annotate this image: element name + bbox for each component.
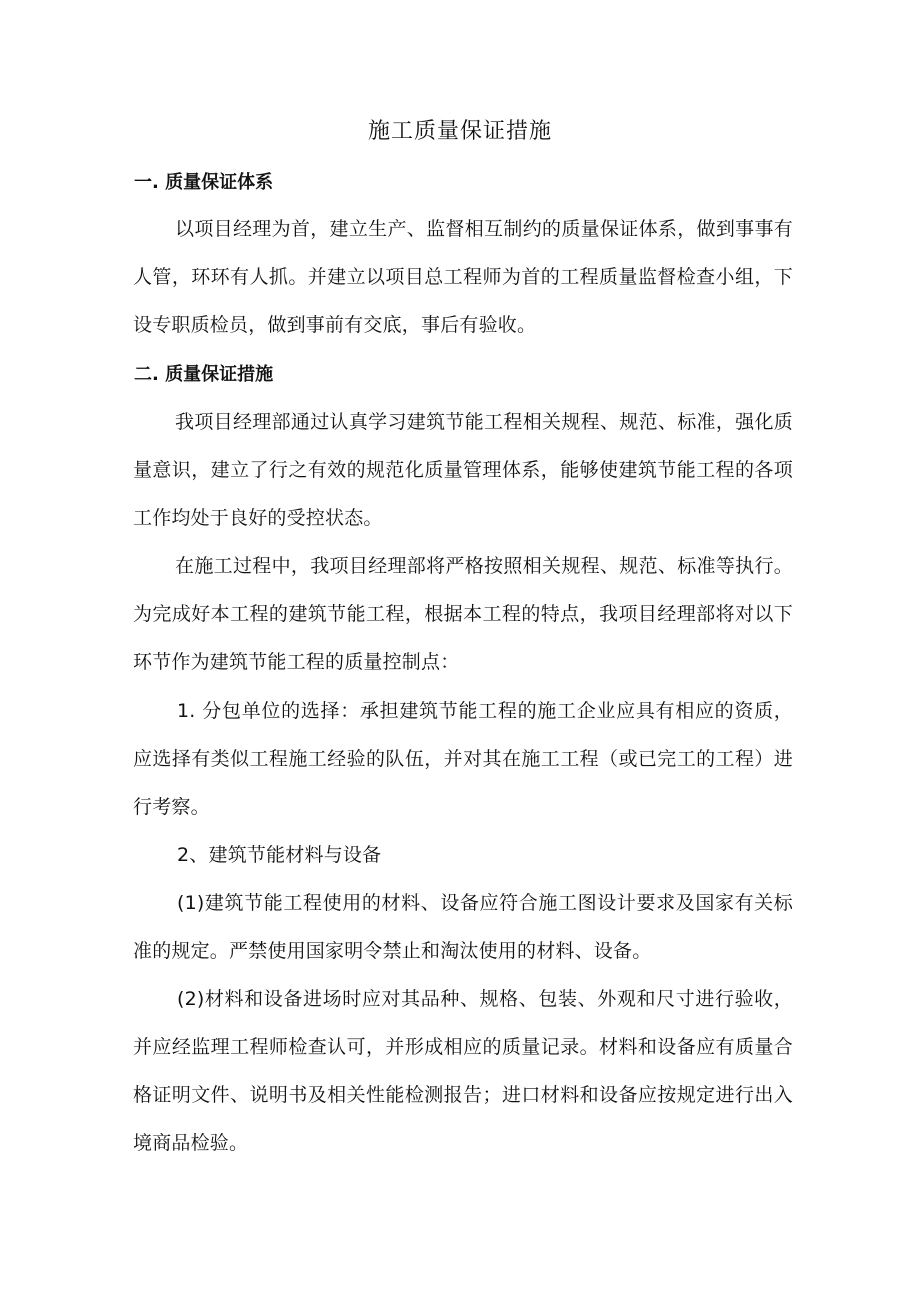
paragraph-materials-item-2: (2)材料和设备进场时应对其品种、规格、包装、外观和尺寸进行验收，并应经监理工程师检查认可，并形成相应的质量记录。材料和设备应有质量合格证明文件、说明书及相关性能检测报告；进口材料和设备应按规定进行出入境商品检验。 [133, 988, 793, 1154]
paragraph: 以项目经理为首，建立生产、监督相互制约的质量保证体系，做到事事有人管，环环有人抓。并建立以项目总工程师为首的工程质量监督检查小组，下设专职质检员，做到事前有交底，事后有验收。 [133, 218, 793, 336]
paragraph-materials-item-1: (1)建筑节能工程使用的材料、设备应符合施工图设计要求及国家有关标准的规定。严禁使用国家明令禁止和淘汰使用的材料、设备。 [133, 892, 793, 962]
paragraph-subcontractor-selection: 1. 分包单位的选择：承担建筑节能工程的施工企业应具有相应的资质，应选择有类似工程施工经验的队伍，并对其在施工工程（或已完工的工程）进行考察。 [133, 700, 793, 818]
section-heading-quality-system: 一. 质量保证体系 [134, 172, 274, 193]
document-title: 施工质量保证措施 [367, 119, 552, 144]
paragraph-materials-heading: 2、建筑节能材料与设备 [177, 844, 382, 866]
paragraph: 我项目经理部通过认真学习建筑节能工程相关规程、规范、标准，强化质量意识，建立了行之有效的规范化质量管理体系，能够使建筑节能工程的各项工作均处于良好的受控状态。 [133, 411, 793, 529]
section-heading-quality-measures: 二. 质量保证措施 [134, 364, 274, 385]
paragraph: 在施工过程中，我项目经理部将严格按照相关规程、规范、标准等执行。为完成好本工程的建筑节能工程，根据本工程的特点，我项目经理部将对以下环节作为建筑节能工程的质量控制点： [133, 555, 793, 673]
